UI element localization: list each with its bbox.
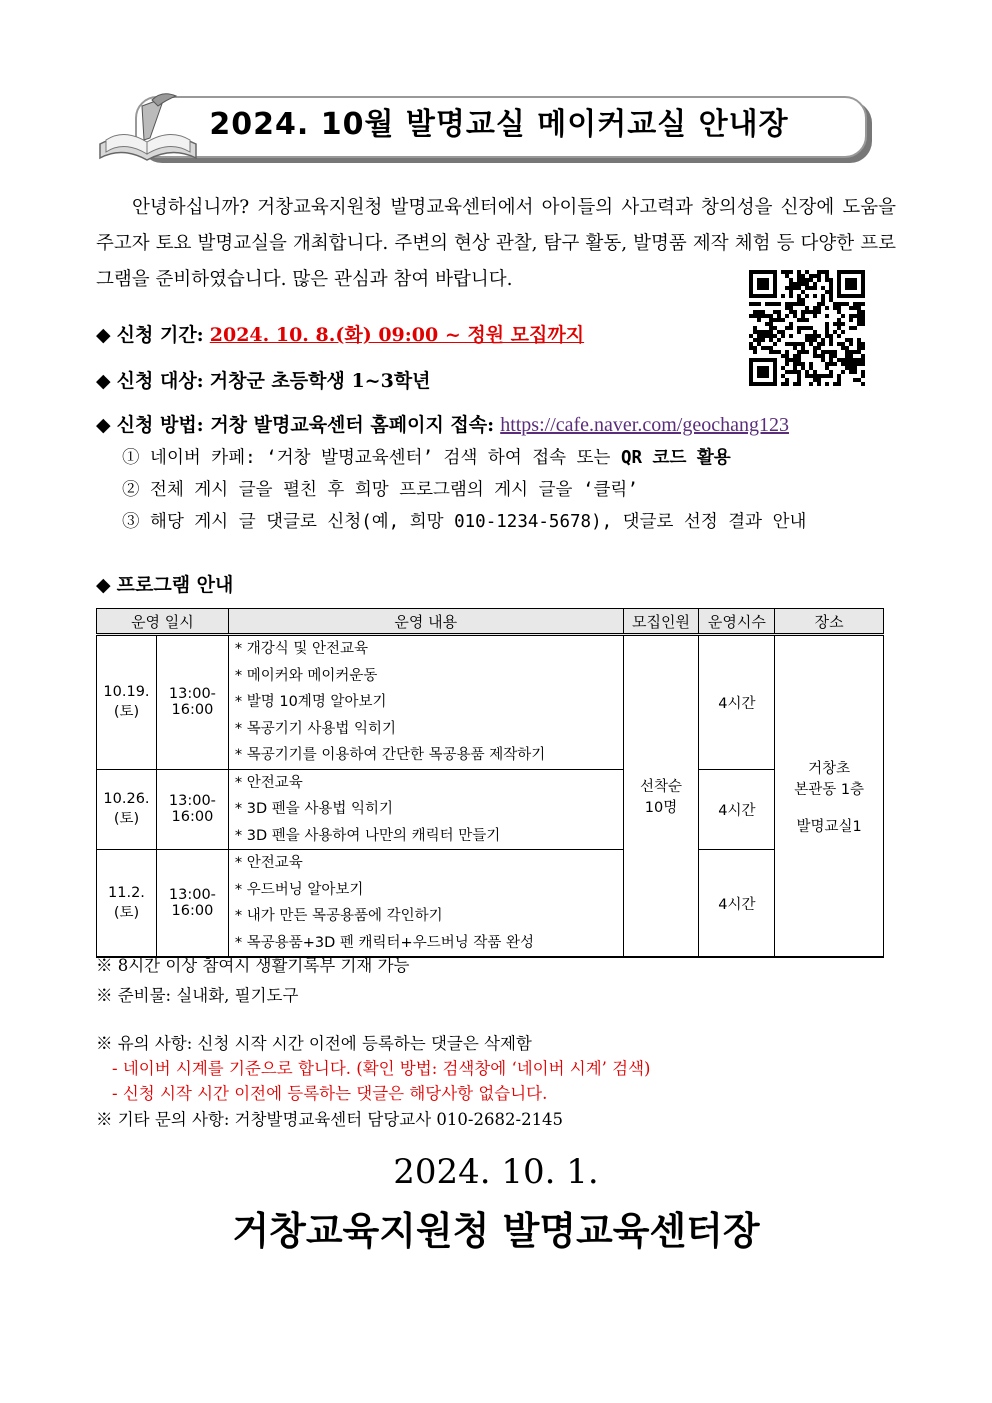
step-1 (122, 444, 731, 469)
step-text: 전체 게시 글을 펼친 후 희망 프로그램의 게시 글을 ‘클릭’ (150, 480, 638, 500)
diamond-icon: ◆ (96, 414, 117, 436)
diamond-icon: ◆ (96, 370, 117, 392)
period-label: 신청 기간: (116, 324, 204, 346)
step-text: 해당 게시 글 댓글로 신청(예, 희망 010-1234-5678), 댓글로 선정 결과 안내 (150, 512, 807, 532)
note-naver-clock: - 네이버 시계를 기준으로 합니다. (확인 방법: 검색창에 ‘네이버 시계’ 검색) (112, 1059, 651, 1078)
step-number: ③ (122, 512, 140, 532)
issuer: 거창교육지원청 발명교육센터장 (232, 1208, 760, 1253)
header-recruit: 모집인원 (623, 609, 699, 635)
header-content: 운영 내용 (228, 609, 623, 635)
step-2 (122, 476, 638, 501)
intro-text: 안녕하십니까? 거창교육지원청 발명교육센터에서 아이들의 사고력과 창의성을 신장에 도움을 주고자 토요 발명교실을 개최합니다. 주변의 현상 관찰, 탐구 활동, 발명품 제작 체험 등 다양한 프로그램을 준비하였습니다. 많은 관심과 참여 바랍니다. (96, 197, 896, 290)
step-number: ② (122, 480, 140, 500)
step-number: ① (122, 448, 140, 468)
row-hours: 4시간 (699, 635, 775, 770)
table-row (97, 635, 884, 770)
row-content: * 안전교육 * 3D 펜을 사용법 익히기 * 3D 펜을 사용하여 나만의 캐릭터 만들기 (228, 769, 623, 850)
period-value: 2024. 10. 8.(화) 09:00 ~ 정원 모집까지 (209, 324, 585, 346)
issue-date: 2024. 10. 1. (393, 1152, 599, 1192)
table-row (97, 850, 884, 958)
header-date: 운영 일시 (97, 609, 229, 635)
target-label: 신청 대상: (116, 370, 204, 392)
step-3 (122, 508, 806, 533)
table-row (97, 769, 884, 850)
row-content: * 안전교육 * 우드버닝 알아보기 * 내가 만든 목공용품에 각인하기 * 목공용품+3D 펜 캐릭터+우드버닝 작품 완성 (228, 850, 623, 958)
place-cell: 거창초 본관동 1층 발명교실1 (775, 635, 884, 958)
note-supplies: ※ 준비물: 실내화, 필기도구 (96, 986, 299, 1005)
note-contact: ※ 기타 문의 사항: 거창발명교육센터 담당교사 010-2682-2145 (96, 1110, 564, 1129)
note-record: ※ 8시간 이상 참여시 생활기록부 기재 가능 (96, 956, 410, 975)
note-caution: ※ 유의 사항: 신청 시작 시간 이전에 등록하는 댓글은 삭제함 (96, 1034, 532, 1053)
cafe-link[interactable]: https://cafe.naver.com/geochang123 (500, 414, 789, 436)
table-header-row (97, 609, 884, 635)
bullet-period (96, 320, 584, 347)
qr-code-icon[interactable] (745, 266, 869, 390)
method-label: 신청 방법: 거창 발명교육센터 홈페이지 접속: (116, 414, 495, 436)
row-hours: 4시간 (699, 850, 775, 958)
bullet-method (96, 410, 789, 437)
bullet-program (96, 570, 233, 597)
row-time: 13:00- 16:00 (156, 850, 228, 958)
row-content: * 개강식 및 안전교육 * 메이커와 메이커운동 * 발명 10계명 알아보기 * 목공기기 사용법 익히기 * 목공기기를 이용하여 간단한 목공용품 제작하기 (228, 635, 623, 770)
header-hours: 운영시수 (699, 609, 775, 635)
note-early-comment: - 신청 시작 시간 이전에 등록하는 댓글은 해당사항 없습니다. (112, 1084, 548, 1103)
step-text: 네이버 카페: ‘거창 발명교육센터’ 검색 하여 접속 또는 (150, 448, 621, 468)
target-value: 거창군 초등학생 1~3학년 (209, 370, 431, 392)
program-table (96, 608, 884, 958)
recruit-cell: 선착순 10명 (623, 635, 699, 958)
row-date: 11.2. (토) (97, 850, 157, 958)
row-date: 10.26. (토) (97, 769, 157, 850)
row-time: 13:00- 16:00 (156, 635, 228, 770)
diamond-icon: ◆ (96, 574, 117, 596)
step-bold: QR 코드 활용 (620, 448, 731, 468)
header-place: 장소 (775, 609, 884, 635)
diamond-icon: ◆ (96, 324, 117, 346)
page-title: 2024. 10월 발명교실 메이커교실 안내장 (209, 107, 789, 142)
row-hours: 4시간 (699, 769, 775, 850)
row-date: 10.19. (토) (97, 635, 157, 770)
program-label: 프로그램 안내 (116, 574, 234, 596)
row-time: 13:00- 16:00 (156, 769, 228, 850)
bullet-target (96, 366, 431, 393)
